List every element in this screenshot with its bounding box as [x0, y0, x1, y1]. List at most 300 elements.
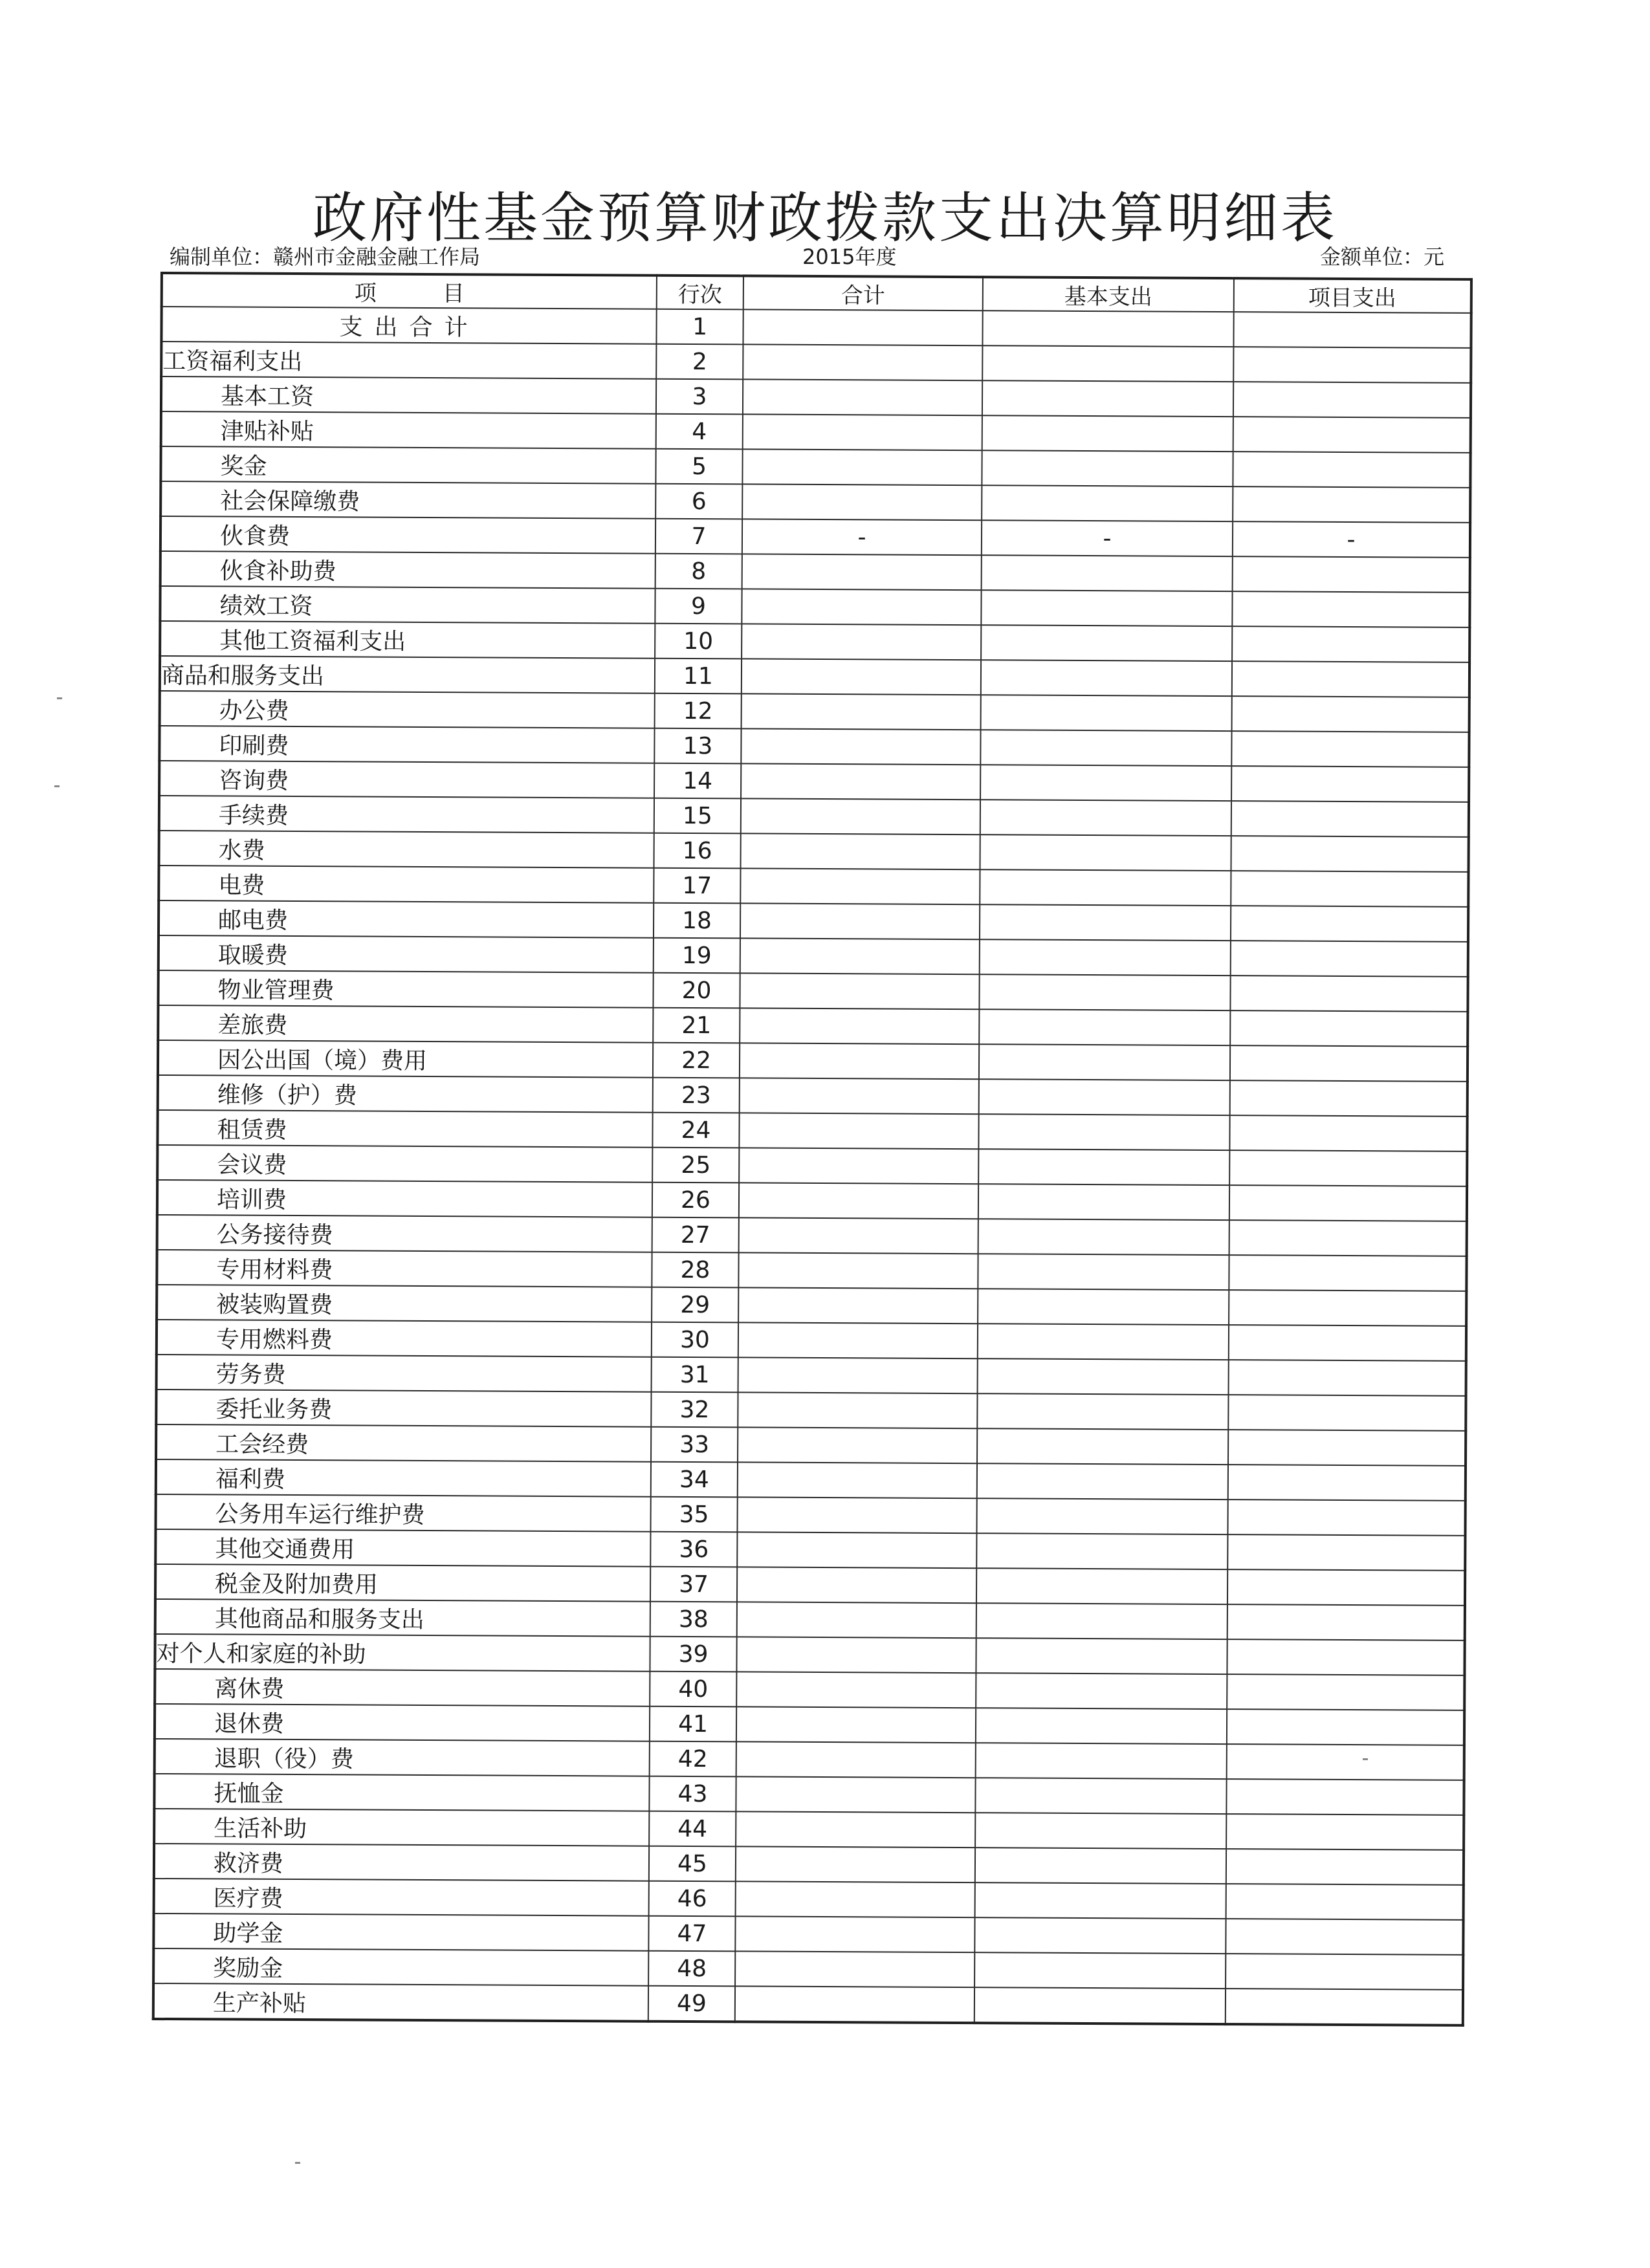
- row-line-number: 23: [653, 1078, 740, 1113]
- row-item-label: 公务用车运行维护费: [155, 1494, 650, 1532]
- row-project-value: [1232, 591, 1469, 627]
- row-line-number: 31: [652, 1357, 738, 1393]
- row-total-value: [735, 1986, 974, 2023]
- row-total-value: [741, 763, 980, 800]
- row-total-value: [738, 1357, 978, 1393]
- row-item-label: 商品和服务支出: [160, 656, 655, 693]
- row-line-number: 3: [656, 379, 743, 415]
- row-basic-value: -: [982, 520, 1233, 556]
- row-line-number: 39: [650, 1637, 736, 1672]
- row-total-value: [737, 1602, 976, 1638]
- row-item-label: 专用燃料费: [157, 1320, 652, 1357]
- row-project-value: [1229, 1220, 1467, 1256]
- row-basic-value: [979, 1079, 1230, 1115]
- row-project-value: [1231, 871, 1468, 907]
- row-project-value: [1229, 1325, 1466, 1361]
- table-row: [155, 1599, 1465, 1641]
- page-title: 政府性基金预算财政拨款支出决算明细表: [312, 186, 1337, 250]
- table-row: [161, 376, 1471, 418]
- table-row: [159, 900, 1468, 942]
- table-row: [160, 481, 1470, 523]
- row-line-number: 46: [649, 1881, 736, 1917]
- row-total-value: [742, 484, 982, 520]
- row-project-value: [1226, 1954, 1463, 1990]
- table-row: [158, 970, 1468, 1012]
- table-row: [160, 691, 1469, 732]
- row-basic-value: [977, 1393, 1228, 1430]
- row-total-value: [736, 1776, 975, 1813]
- row-total-value: [739, 1113, 978, 1149]
- row-project-value: [1233, 486, 1470, 523]
- table-row: [157, 1180, 1467, 1221]
- row-project-value: [1232, 626, 1469, 662]
- row-basic-value: [982, 450, 1233, 486]
- row-basic-value: [980, 834, 1231, 871]
- row-line-number: 30: [652, 1322, 738, 1358]
- row-total-value: [740, 868, 980, 904]
- row-project-value: [1226, 1814, 1464, 1850]
- row-item-label: 退休费: [155, 1704, 650, 1741]
- row-project-value: [1232, 661, 1469, 697]
- row-basic-value: [976, 1708, 1227, 1744]
- row-basic-value: [976, 1533, 1227, 1569]
- row-basic-value: [982, 311, 1233, 347]
- table-row: [156, 1459, 1466, 1501]
- header-item: 项 目: [162, 273, 657, 309]
- row-item-label: 劳务费: [157, 1355, 652, 1392]
- header-basic: 基本支出: [983, 277, 1234, 312]
- row-project-value: [1227, 1569, 1465, 1606]
- row-item-label: 抚恤金: [154, 1774, 649, 1811]
- row-total-value: [737, 1497, 976, 1533]
- fiscal-year: 2015年度: [802, 245, 897, 269]
- row-project-value: [1229, 1150, 1467, 1186]
- table-row: [157, 1250, 1466, 1291]
- row-basic-value: [978, 1114, 1229, 1150]
- row-project-value: -: [1233, 521, 1470, 558]
- scan-speck: [295, 2162, 300, 2164]
- row-line-number: 27: [652, 1217, 739, 1253]
- row-basic-value: [980, 939, 1231, 976]
- row-total-value: [740, 938, 980, 974]
- row-item-label: 维修（护）费: [158, 1075, 653, 1113]
- row-project-value: [1227, 1744, 1464, 1780]
- row-total-value: [740, 1078, 979, 1114]
- currency-unit: 金额单位：元: [1320, 245, 1445, 269]
- row-item-label: 物业管理费: [158, 970, 653, 1008]
- row-line-number: 37: [650, 1567, 737, 1602]
- row-line-number: 49: [648, 1986, 735, 2022]
- table-row: [155, 1739, 1464, 1780]
- row-basic-value: [979, 974, 1230, 1010]
- row-project-value: [1229, 1360, 1466, 1396]
- row-project-value: [1227, 1709, 1464, 1745]
- row-item-label: 会议费: [157, 1145, 652, 1183]
- row-basic-value: [982, 485, 1233, 521]
- row-basic-value: [980, 765, 1231, 801]
- row-project-value: [1233, 347, 1471, 383]
- row-basic-value: [977, 1463, 1228, 1499]
- row-project-value: [1230, 1045, 1468, 1082]
- table-row: [160, 551, 1470, 593]
- row-project-value: [1227, 1534, 1465, 1571]
- row-line-number: 25: [652, 1148, 739, 1183]
- row-item-label: 伙食费: [160, 516, 655, 554]
- row-line-number: 38: [650, 1602, 737, 1637]
- row-item-label: 医疗费: [154, 1879, 649, 1916]
- row-total-value: [742, 449, 982, 485]
- row-basic-value: [978, 1324, 1229, 1360]
- row-basic-value: [979, 1009, 1230, 1045]
- row-basic-value: [976, 1673, 1227, 1709]
- row-line-number: 5: [655, 449, 742, 485]
- row-line-number: 43: [649, 1776, 736, 1812]
- scan-speck: [57, 697, 62, 699]
- table-row: [156, 1424, 1466, 1466]
- row-item-label: 津贴补贴: [161, 411, 656, 449]
- row-item-label: 办公费: [160, 691, 655, 728]
- table-row: [159, 935, 1468, 977]
- row-line-number: 42: [650, 1741, 736, 1777]
- table-row: [155, 1494, 1465, 1536]
- table-row: [159, 761, 1469, 802]
- row-line-number: 19: [654, 938, 740, 974]
- row-line-number: 35: [650, 1497, 737, 1532]
- row-item-label: 取暖费: [159, 935, 654, 973]
- row-line-number: 7: [655, 519, 742, 554]
- row-line-number: 11: [655, 659, 742, 694]
- row-item-label: 其他商品和服务支出: [155, 1599, 650, 1637]
- row-line-number: 15: [654, 798, 741, 834]
- row-total-value: -: [742, 519, 982, 555]
- row-project-value: [1231, 731, 1469, 767]
- row-project-value: [1233, 312, 1471, 348]
- table-row: [155, 1669, 1464, 1710]
- row-basic-value: [982, 555, 1233, 591]
- row-line-number: 29: [652, 1287, 738, 1323]
- row-item-label: 委托业务费: [156, 1390, 651, 1427]
- row-project-value: [1228, 1465, 1466, 1501]
- row-basic-value: [981, 625, 1232, 661]
- row-project-value: [1231, 801, 1469, 837]
- row-basic-value: [980, 730, 1231, 766]
- row-item-label: 其他交通费用: [155, 1529, 650, 1567]
- row-basic-value: [975, 1813, 1226, 1849]
- row-item-label: 差旅费: [158, 1005, 653, 1043]
- row-basic-value: [980, 800, 1231, 836]
- row-item-label: 生活补助: [154, 1809, 649, 1846]
- row-basic-value: [975, 1778, 1226, 1814]
- row-basic-value: [978, 1149, 1229, 1185]
- row-line-number: 1: [656, 309, 743, 345]
- row-item-label: 水费: [159, 831, 654, 868]
- row-line-number: 12: [655, 693, 742, 729]
- row-total-value: [739, 1217, 978, 1254]
- row-basic-value: [976, 1638, 1227, 1674]
- row-basic-value: [976, 1568, 1227, 1604]
- row-total-value: [738, 1252, 978, 1289]
- table-row: [156, 1390, 1466, 1431]
- row-project-value: [1229, 1185, 1467, 1221]
- row-project-value: [1229, 1255, 1466, 1291]
- row-line-number: 36: [650, 1532, 737, 1567]
- row-total-value: [743, 309, 982, 345]
- row-item-label: 工资福利支出: [161, 342, 656, 379]
- row-line-number: 33: [651, 1427, 738, 1463]
- row-line-number: 9: [655, 589, 742, 624]
- row-total-value: [737, 1567, 976, 1603]
- table-row: [158, 1040, 1468, 1082]
- table-row: [153, 1948, 1463, 1990]
- row-project-value: [1228, 1430, 1466, 1466]
- header-line: 行次: [657, 276, 743, 310]
- table-row: [157, 1285, 1466, 1326]
- expenditure-table: [152, 272, 1473, 2027]
- scan-speck: [1363, 1758, 1368, 1760]
- row-project-value: [1229, 1290, 1466, 1326]
- row-item-label: 税金及附加费用: [155, 1564, 650, 1602]
- row-total-value: [742, 659, 981, 695]
- row-line-number: 14: [654, 763, 741, 799]
- row-line-number: 32: [651, 1392, 738, 1428]
- row-basic-value: [981, 660, 1232, 696]
- table-row: [157, 1320, 1466, 1361]
- row-line-number: 47: [648, 1916, 735, 1952]
- row-item-label: 福利费: [156, 1459, 651, 1497]
- row-project-value: [1233, 452, 1470, 488]
- row-line-number: 24: [652, 1113, 739, 1148]
- row-total-value: [736, 1741, 976, 1778]
- row-project-value: [1226, 1779, 1464, 1815]
- row-project-value: [1231, 766, 1469, 802]
- row-total-value: [738, 1322, 978, 1358]
- row-total-value: [736, 1811, 975, 1848]
- row-project-value: [1230, 1080, 1468, 1117]
- row-total-value: [735, 1951, 974, 1987]
- row-item-label: 基本工资: [161, 376, 656, 414]
- table-row: [160, 656, 1469, 697]
- row-line-number: 44: [649, 1811, 736, 1847]
- row-total-value: [742, 693, 981, 730]
- row-total-value: [742, 589, 981, 625]
- row-line-number: 22: [653, 1043, 740, 1078]
- table-row: [161, 411, 1471, 453]
- row-project-value: [1228, 1395, 1466, 1431]
- header-total: 合计: [743, 276, 983, 311]
- row-basic-value: [974, 1917, 1226, 1954]
- row-basic-value: [976, 1603, 1227, 1639]
- table-row: [154, 1774, 1464, 1815]
- row-basic-value: [980, 869, 1231, 906]
- row-total-value: [741, 798, 980, 834]
- table-row: [153, 1983, 1463, 2025]
- row-total-value: [736, 1637, 976, 1673]
- row-basic-value: [977, 1428, 1228, 1465]
- row-basic-value: [978, 1289, 1229, 1325]
- row-total-value: [736, 1846, 975, 1882]
- row-total-value: [737, 1532, 976, 1568]
- row-total-value: [738, 1392, 977, 1428]
- row-total-value: [743, 344, 982, 380]
- row-total-value: [740, 973, 979, 1009]
- table-row: [159, 796, 1469, 837]
- row-total-value: [738, 1427, 977, 1463]
- row-item-label: 社会保障缴费: [160, 481, 655, 519]
- row-total-value: [743, 379, 982, 415]
- row-project-value: [1230, 1010, 1468, 1047]
- table-body: [153, 307, 1471, 2025]
- table-row: [157, 1215, 1467, 1256]
- table-row: [155, 1634, 1464, 1675]
- row-item-label: 对个人和家庭的补助: [155, 1634, 650, 1672]
- row-item-label: 其他工资福利支出: [160, 621, 655, 659]
- row-total-value: [739, 1148, 978, 1184]
- row-basic-value: [978, 1219, 1229, 1255]
- row-basic-value: [974, 1987, 1226, 2024]
- row-total-value: [736, 1881, 975, 1917]
- row-total-value: [738, 1462, 977, 1498]
- row-item-label: 电费: [159, 866, 654, 903]
- row-line-number: 10: [655, 624, 742, 659]
- row-basic-value: [979, 1044, 1230, 1080]
- row-item-label: 邮电费: [159, 900, 654, 938]
- row-basic-value: [982, 345, 1233, 382]
- table-row: [158, 1005, 1468, 1047]
- table-row: [157, 1110, 1467, 1151]
- row-item-label: 伙食补助费: [160, 551, 655, 589]
- table-row: [157, 1355, 1466, 1396]
- row-line-number: 45: [649, 1846, 736, 1882]
- row-line-number: 17: [654, 868, 740, 904]
- row-line-number: 16: [654, 833, 741, 869]
- row-item-label: 救济费: [154, 1844, 649, 1881]
- row-project-value: [1231, 906, 1468, 942]
- row-line-number: 48: [648, 1951, 735, 1987]
- table-row: [160, 586, 1469, 627]
- row-item-label: 因公出国（境）费用: [158, 1040, 653, 1078]
- row-basic-value: [975, 1848, 1226, 1884]
- row-item-label: 奖金: [160, 446, 655, 484]
- row-total-value: [741, 833, 980, 869]
- row-basic-value: [974, 1952, 1226, 1989]
- row-total-value: [738, 1287, 978, 1324]
- row-project-value: [1233, 417, 1471, 453]
- row-total-value: [739, 1183, 978, 1219]
- table-row: [158, 1075, 1468, 1117]
- row-project-value: [1231, 941, 1468, 977]
- table-row: [159, 831, 1469, 872]
- row-total-value: [740, 1008, 979, 1044]
- table-row: [160, 621, 1469, 662]
- header-project: 项目支出: [1234, 278, 1471, 313]
- table-row: [154, 1809, 1464, 1850]
- row-basic-value: [981, 590, 1232, 626]
- table-row: [155, 1564, 1465, 1606]
- row-project-value: [1226, 1849, 1464, 1885]
- row-basic-value: [978, 1184, 1229, 1220]
- row-total-value: [735, 1916, 974, 1952]
- row-basic-value: [978, 1358, 1229, 1395]
- row-line-number: 18: [654, 903, 740, 939]
- row-total-value: [740, 903, 980, 939]
- row-project-value: [1233, 556, 1470, 593]
- row-basic-value: [975, 1882, 1226, 1919]
- row-basic-value: [982, 415, 1233, 452]
- row-total-value: [736, 1706, 976, 1743]
- row-total-value: [741, 728, 980, 765]
- row-line-number: 8: [655, 554, 742, 589]
- reporting-unit: 编制单位：赣州市金融金融工作局: [170, 245, 481, 269]
- row-total-value: [736, 1672, 976, 1708]
- row-project-value: [1229, 1115, 1467, 1151]
- table-row: [155, 1704, 1464, 1745]
- row-item-label: 咨询费: [159, 761, 654, 798]
- table-row: [160, 446, 1470, 488]
- row-project-value: [1227, 1674, 1464, 1710]
- row-line-number: 13: [654, 728, 741, 764]
- row-project-value: [1232, 696, 1469, 732]
- row-item-label: 印刷费: [159, 726, 654, 763]
- table-row: [161, 307, 1471, 348]
- row-item-label: 生产补贴: [153, 1983, 648, 2022]
- row-item-label: 培训费: [157, 1180, 652, 1217]
- row-total-value: [740, 1043, 979, 1079]
- table-row: [154, 1844, 1464, 1885]
- table-row: [157, 1145, 1467, 1186]
- table-row: [160, 516, 1470, 558]
- row-line-number: 26: [652, 1183, 739, 1218]
- row-project-value: [1230, 976, 1468, 1012]
- row-project-value: [1226, 1919, 1463, 1955]
- row-item-label: 奖励金: [153, 1948, 648, 1986]
- row-project-value: [1231, 836, 1468, 872]
- table-row: [155, 1529, 1465, 1571]
- table-row: [153, 1914, 1463, 1955]
- row-total-value: [742, 554, 982, 590]
- row-basic-value: [976, 1743, 1227, 1779]
- row-project-value: [1233, 382, 1471, 418]
- row-line-number: 2: [656, 344, 743, 380]
- row-basic-value: [980, 904, 1231, 941]
- row-item-label: 专用材料费: [157, 1250, 652, 1287]
- row-item-label: 退职（役）费: [155, 1739, 650, 1776]
- row-line-number: 21: [653, 1008, 740, 1043]
- row-line-number: 41: [650, 1706, 736, 1742]
- row-basic-value: [981, 695, 1232, 731]
- table-row: [159, 726, 1469, 767]
- row-basic-value: [978, 1254, 1229, 1290]
- row-project-value: [1227, 1604, 1465, 1641]
- row-item-label: 被装购置费: [157, 1285, 652, 1322]
- row-line-number: 4: [656, 414, 743, 450]
- row-item-label: 手续费: [159, 796, 654, 833]
- row-line-number: 6: [655, 484, 742, 519]
- row-basic-value: [982, 380, 1233, 417]
- row-item-label: 助学金: [153, 1914, 648, 1951]
- row-total-value: [742, 624, 981, 660]
- row-total-value: [743, 414, 982, 450]
- row-item-label: 离休费: [155, 1669, 650, 1706]
- row-line-number: 20: [653, 973, 740, 1009]
- scan-speck: [54, 785, 60, 787]
- row-line-number: 34: [651, 1462, 738, 1498]
- row-project-value: [1226, 1989, 1463, 2025]
- row-line-number: 40: [650, 1672, 736, 1707]
- table-row: [161, 342, 1471, 383]
- row-project-value: [1226, 1884, 1464, 1920]
- row-project-value: [1227, 1639, 1464, 1675]
- row-basic-value: [976, 1498, 1227, 1534]
